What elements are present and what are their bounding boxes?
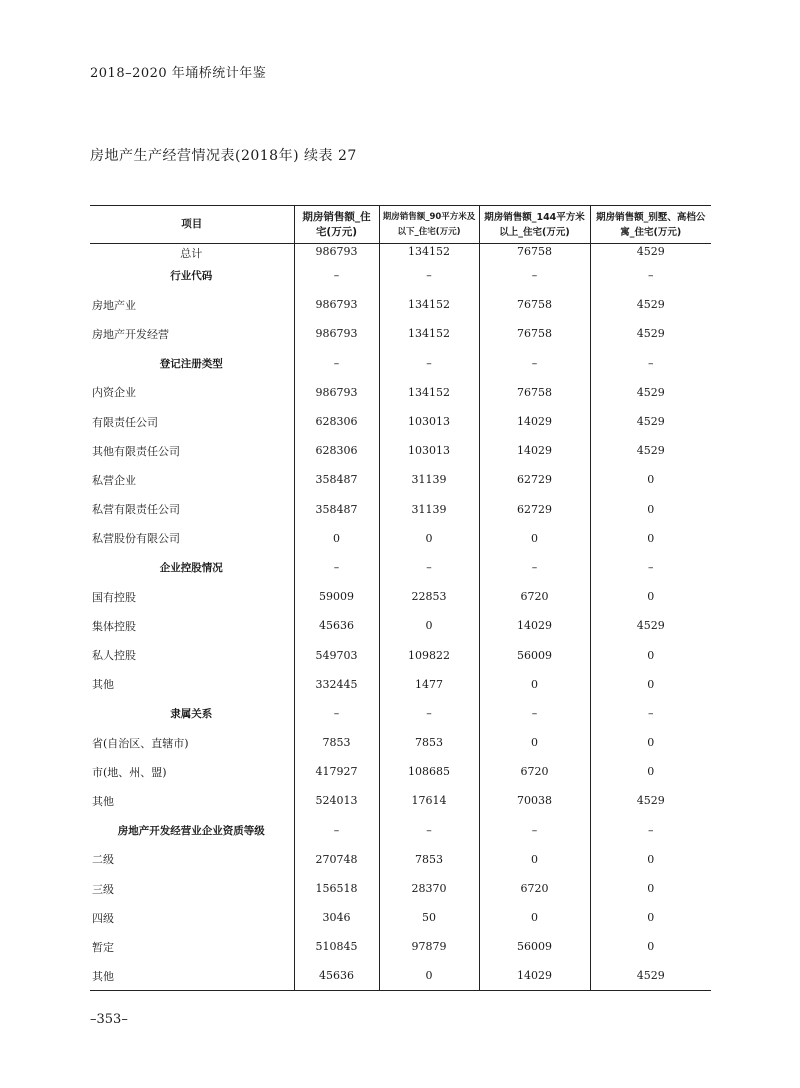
- page-number: –353–: [90, 1012, 128, 1027]
- statistics-table: [90, 205, 711, 991]
- cell-value: 986793: [294, 244, 379, 262]
- cell-value: 4529: [590, 436, 711, 465]
- row-label: 房地产开发经营: [92, 327, 169, 341]
- cell-value: 510845: [294, 932, 379, 961]
- cell-value: –: [294, 349, 379, 378]
- cell-value: –: [379, 261, 479, 290]
- cell-value: 0: [590, 640, 711, 669]
- table-row: [90, 582, 711, 611]
- row-label: 四级: [92, 911, 114, 925]
- table-row: [90, 962, 711, 991]
- cell-value: 986793: [294, 290, 379, 319]
- cell-value: 270748: [294, 845, 379, 874]
- section-label: 行业代码: [170, 270, 213, 283]
- column-header-sales-over-144sqm: 期房销售额_144平方米以上_住宅(万元): [479, 206, 590, 244]
- cell-value: 4529: [590, 319, 711, 348]
- table-row: [90, 670, 711, 699]
- section-label: 登记注册类型: [159, 357, 223, 370]
- cell-value: 4529: [590, 611, 711, 640]
- table-row: [90, 874, 711, 903]
- row-label: 省(自治区、直辖市): [92, 736, 189, 750]
- cell-value: 0: [590, 874, 711, 903]
- cell-value: 7853: [379, 728, 479, 757]
- cell-value: –: [379, 349, 479, 378]
- cell-value: 417927: [294, 757, 379, 786]
- row-label: 集体控股: [92, 619, 136, 633]
- row-label: 三级: [92, 882, 114, 896]
- cell-value: 76758: [479, 290, 590, 319]
- row-label: 私营有限责任公司: [92, 503, 180, 517]
- cell-value: 986793: [294, 378, 379, 407]
- cell-value: 0: [590, 495, 711, 524]
- table-row: [90, 465, 711, 494]
- cell-value: 0: [590, 670, 711, 699]
- table-row: [90, 524, 711, 553]
- cell-value: 4529: [590, 407, 711, 436]
- cell-value: 108685: [379, 757, 479, 786]
- table-row: [90, 845, 711, 874]
- cell-value: 0: [590, 903, 711, 932]
- cell-value: 358487: [294, 465, 379, 494]
- cell-value: –: [379, 553, 479, 582]
- cell-value: 549703: [294, 640, 379, 669]
- cell-value: –: [479, 699, 590, 728]
- cell-value: 0: [590, 728, 711, 757]
- cell-value: 0: [479, 524, 590, 553]
- row-label: 其他: [92, 678, 114, 692]
- row-label: 内资企业: [92, 386, 136, 400]
- cell-value: 0: [379, 524, 479, 553]
- cell-value: 134152: [379, 378, 479, 407]
- cell-value: 56009: [479, 640, 590, 669]
- cell-value: 332445: [294, 670, 379, 699]
- cell-value: 0: [479, 903, 590, 932]
- cell-value: 628306: [294, 407, 379, 436]
- row-label: 私人控股: [92, 649, 136, 663]
- section-label: 企业控股情况: [159, 561, 223, 574]
- cell-value: 7853: [379, 845, 479, 874]
- row-label: 私营企业: [92, 473, 136, 487]
- cell-value: 0: [479, 728, 590, 757]
- cell-value: 524013: [294, 786, 379, 815]
- cell-value: 45636: [294, 611, 379, 640]
- cell-value: 14029: [479, 407, 590, 436]
- cell-value: 31139: [379, 495, 479, 524]
- row-label: 国有控股: [92, 590, 136, 604]
- cell-value: 628306: [294, 436, 379, 465]
- cell-value: 6720: [479, 874, 590, 903]
- table-row: [90, 244, 711, 262]
- statistics-table-container: [90, 205, 711, 991]
- row-label: 其他: [92, 794, 114, 808]
- cell-value: 0: [590, 845, 711, 874]
- cell-value: 14029: [479, 611, 590, 640]
- header-row: [90, 206, 711, 244]
- row-label: 二级: [92, 853, 114, 867]
- cell-value: 0: [379, 962, 479, 991]
- cell-value: 28370: [379, 874, 479, 903]
- cell-value: 134152: [379, 319, 479, 348]
- cell-value: –: [294, 699, 379, 728]
- cell-value: –: [294, 261, 379, 290]
- cell-value: 62729: [479, 495, 590, 524]
- section-row: [90, 553, 711, 582]
- cell-value: 45636: [294, 962, 379, 991]
- cell-value: 103013: [379, 407, 479, 436]
- cell-value: 4529: [590, 290, 711, 319]
- row-label: 暂定: [92, 940, 114, 954]
- row-label: 房地产业: [92, 298, 136, 312]
- cell-value: 0: [479, 845, 590, 874]
- cell-value: 134152: [379, 244, 479, 262]
- section-label: 隶属关系: [170, 707, 213, 720]
- cell-value: 6720: [479, 582, 590, 611]
- table-row: [90, 640, 711, 669]
- cell-value: –: [294, 553, 379, 582]
- table-header: [90, 206, 711, 244]
- cell-value: 76758: [479, 319, 590, 348]
- cell-value: –: [479, 261, 590, 290]
- table-row: [90, 495, 711, 524]
- table-row: [90, 319, 711, 348]
- row-label: 其他有限责任公司: [92, 444, 180, 458]
- table-row: [90, 290, 711, 319]
- column-header-sales-villa-apartment: 期房销售额_别墅、高档公寓_住宅(万元): [590, 206, 711, 244]
- table-row: [90, 407, 711, 436]
- section-row: [90, 261, 711, 290]
- cell-value: 50: [379, 903, 479, 932]
- cell-value: 0: [479, 670, 590, 699]
- section-row: [90, 816, 711, 845]
- cell-value: –: [590, 699, 711, 728]
- table-row: [90, 786, 711, 815]
- table-row: [90, 757, 711, 786]
- cell-value: 0: [590, 757, 711, 786]
- cell-value: –: [379, 699, 479, 728]
- cell-value: –: [479, 553, 590, 582]
- cell-value: 14029: [479, 962, 590, 991]
- cell-value: 7853: [294, 728, 379, 757]
- section-label: 房地产开发经营业企业资质等级: [117, 824, 265, 837]
- row-label: 有限责任公司: [92, 415, 158, 429]
- cell-value: –: [590, 261, 711, 290]
- column-header-sales-residential: 期房销售额_住宅(万元): [294, 206, 379, 244]
- column-header-item: 项目: [90, 206, 294, 244]
- column-header-sales-under-90sqm: 期房销售额_90平方米及以下_住宅(万元): [379, 206, 479, 244]
- cell-value: 70038: [479, 786, 590, 815]
- row-label: 市(地、州、盟): [92, 765, 167, 779]
- cell-value: 0: [294, 524, 379, 553]
- cell-value: 358487: [294, 495, 379, 524]
- cell-value: –: [479, 816, 590, 845]
- cell-value: 4529: [590, 962, 711, 991]
- cell-value: 4529: [590, 244, 711, 262]
- cell-value: 4529: [590, 786, 711, 815]
- table-row: [90, 932, 711, 961]
- cell-value: 0: [590, 465, 711, 494]
- table-row: [90, 436, 711, 465]
- table-row: [90, 903, 711, 932]
- cell-value: 0: [590, 524, 711, 553]
- row-label: 总计: [180, 247, 203, 260]
- cell-value: 31139: [379, 465, 479, 494]
- table-body: [90, 244, 711, 991]
- cell-value: –: [590, 349, 711, 378]
- cell-value: 14029: [479, 436, 590, 465]
- table-row: [90, 378, 711, 407]
- cell-value: 4529: [590, 378, 711, 407]
- table-title: 房地产生产经营情况表(2018年) 续表 27: [90, 148, 357, 164]
- cell-value: 156518: [294, 874, 379, 903]
- cell-value: 62729: [479, 465, 590, 494]
- cell-value: 1477: [379, 670, 479, 699]
- cell-value: 3046: [294, 903, 379, 932]
- cell-value: 76758: [479, 244, 590, 262]
- cell-value: 17614: [379, 786, 479, 815]
- cell-value: 56009: [479, 932, 590, 961]
- table-row: [90, 728, 711, 757]
- row-label: 私营股份有限公司: [92, 532, 180, 546]
- cell-value: –: [590, 553, 711, 582]
- section-row: [90, 699, 711, 728]
- cell-value: 0: [379, 611, 479, 640]
- cell-value: 986793: [294, 319, 379, 348]
- cell-value: 103013: [379, 436, 479, 465]
- cell-value: 76758: [479, 378, 590, 407]
- cell-value: –: [294, 816, 379, 845]
- section-row: [90, 349, 711, 378]
- row-label: 其他: [90, 962, 294, 991]
- cell-value: 0: [590, 932, 711, 961]
- cell-value: 109822: [379, 640, 479, 669]
- book-header: 2018–2020 年埇桥统计年鉴: [90, 66, 267, 81]
- cell-value: –: [590, 816, 711, 845]
- cell-value: 134152: [379, 290, 479, 319]
- cell-value: –: [379, 816, 479, 845]
- cell-value: –: [479, 349, 590, 378]
- table-row: [90, 611, 711, 640]
- cell-value: 6720: [479, 757, 590, 786]
- cell-value: 59009: [294, 582, 379, 611]
- cell-value: 97879: [379, 932, 479, 961]
- cell-value: 22853: [379, 582, 479, 611]
- cell-value: 0: [590, 582, 711, 611]
